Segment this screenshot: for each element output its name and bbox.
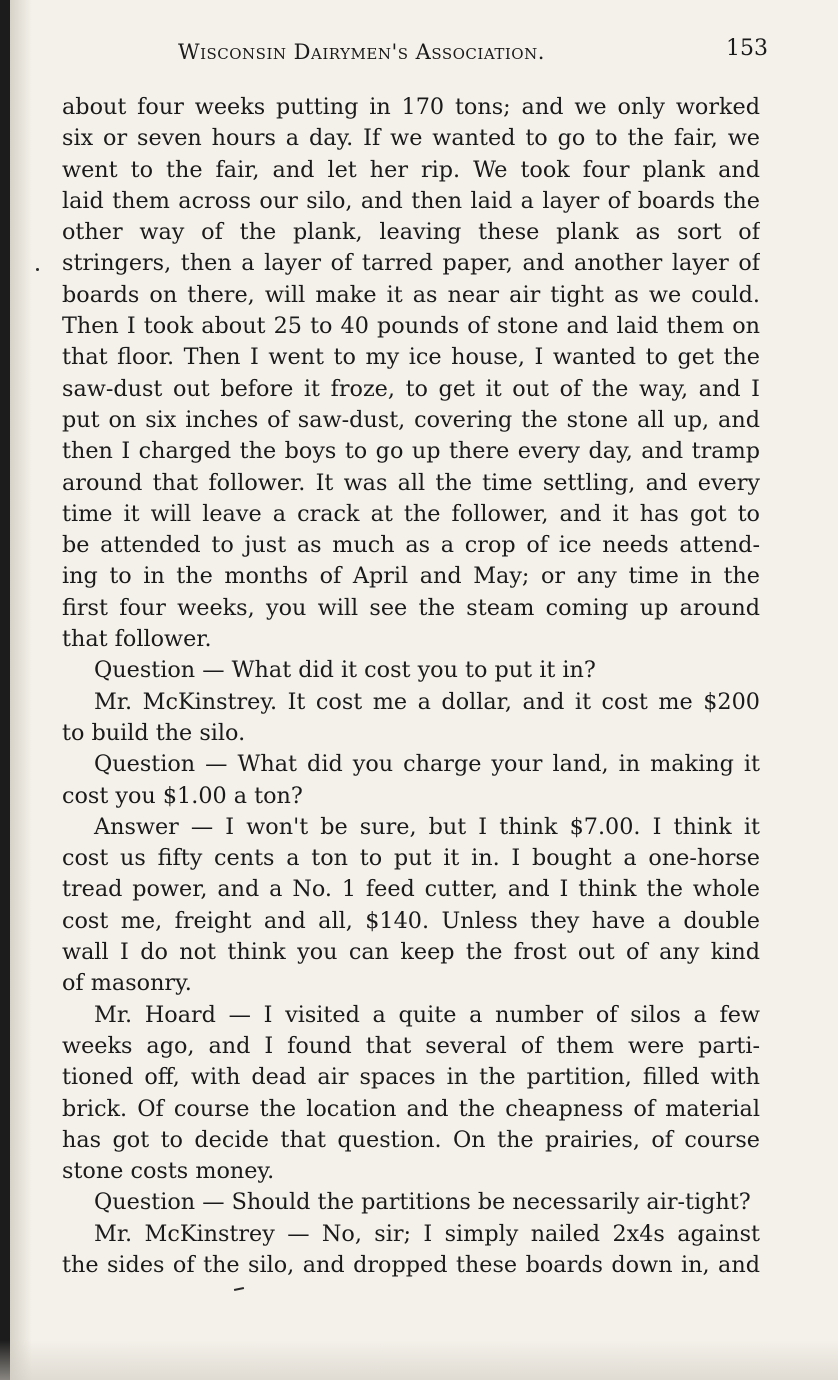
text-line: six or seven hours a day. If we wanted to go to the fair, we <box>62 125 760 152</box>
text-line: ing to in the months of April and May; or any time in the <box>62 563 760 590</box>
text-line: the sides of the silo, and dropped these boards down in, and <box>62 1251 760 1278</box>
text-line: other way of the plank, leaving these plank as sort of <box>62 219 760 246</box>
paragraph-mckinstrey-answer <box>62 1219 760 1282</box>
text-line: to build the silo. <box>62 719 246 746</box>
text-line: cost you $1.00 a ton? <box>62 782 303 809</box>
text-line: Question — What did it cost you to put it in? <box>94 657 596 684</box>
text-line: tread power, and a No. 1 feed cutter, and I think the whole <box>62 876 760 903</box>
paragraph-mckinstrey-reply <box>62 687 760 750</box>
text-line: about four weeks putting in 170 tons; and we only worked <box>62 94 760 120</box>
paragraph-hoard <box>62 1000 760 1188</box>
page-number: 153 <box>726 36 768 61</box>
text-line: wall I do not think you can keep the frost out of any kind <box>62 939 760 966</box>
page-binding-edge <box>0 0 10 1380</box>
text-line: Mr. McKinstrey — No, sir; I simply nailed 2x4s against <box>94 1220 760 1247</box>
text-line: boards on there, will make it as near air tight as we could. <box>62 281 760 308</box>
text-line: weeks ago, and I found that several of them were parti- <box>62 1032 760 1059</box>
text-line: Question — Should the partitions be necessarily air-tight? <box>94 1189 751 1216</box>
text-line: that floor. Then I went to my ice house, I wanted to get the <box>62 344 760 371</box>
stray-ink-dot <box>36 268 39 271</box>
text-line: Mr. McKinstrey. It cost me a dollar, and it cost me $200 <box>94 688 760 715</box>
text-line: saw-dust out before it froze, to get it out of the way, and I <box>62 375 760 402</box>
stray-ink-mark <box>234 1287 244 1291</box>
page-gutter-shadow <box>10 0 32 1380</box>
paragraph-continuation <box>62 92 760 655</box>
text-line: has got to decide that question. On the prairies, of course <box>62 1126 760 1153</box>
text-line: put on six inches of saw-dust, covering the stone all up, and <box>62 406 760 433</box>
text-line: Then I took about 25 to 40 pounds of stone and laid them on <box>62 313 760 340</box>
text-line: first four weeks, you will see the steam coming up around <box>62 594 760 621</box>
text-line: tioned off, with dead air spaces in the partition, filled with <box>62 1064 760 1091</box>
running-head: Wisconsin Dairymen's Association. <box>178 40 545 64</box>
text-line: Mr. Hoard — I visited a quite a number of silos a few <box>94 1001 760 1028</box>
text-line: time it will leave a crack at the follower, and it has got to <box>62 500 760 527</box>
text-line: brick. Of course the location and the cheapness of material <box>62 1095 760 1122</box>
text-line: Answer — I won't be sure, but I think $7.00. I think it <box>94 813 760 840</box>
text-line: went to the fair, and let her rip. We took four plank and <box>62 156 760 183</box>
paragraph-question-partitions <box>62 1187 760 1218</box>
text-line: then I charged the boys to go up there every day, and tramp <box>62 438 760 465</box>
text-line: Question — What did you charge your land, in making it <box>94 751 760 778</box>
text-line: around that follower. It was all the time settling, and every <box>62 469 760 496</box>
page-bottom-shadow <box>0 1340 838 1380</box>
text-line: of masonry. <box>62 970 192 997</box>
paragraph-answer <box>62 812 760 1000</box>
paragraph-question-cost <box>62 655 760 686</box>
text-line: that follower. <box>62 626 212 653</box>
paragraph-question-land <box>62 749 760 812</box>
text-line: laid them across our silo, and then laid a layer of boards the <box>62 187 760 214</box>
text-line: cost us fifty cents a ton to put it in. I bought a one-horse <box>62 845 760 872</box>
text-line: stone costs money. <box>62 1158 275 1185</box>
text-line: cost me, freight and all, $140. Unless they have a double <box>62 907 760 934</box>
text-line: be attended to just as much as a crop of ice needs attend- <box>62 532 760 559</box>
page-header <box>60 36 768 76</box>
text-line: stringers, then a layer of tarred paper, and another layer of <box>62 250 760 277</box>
body-text <box>62 92 760 1281</box>
